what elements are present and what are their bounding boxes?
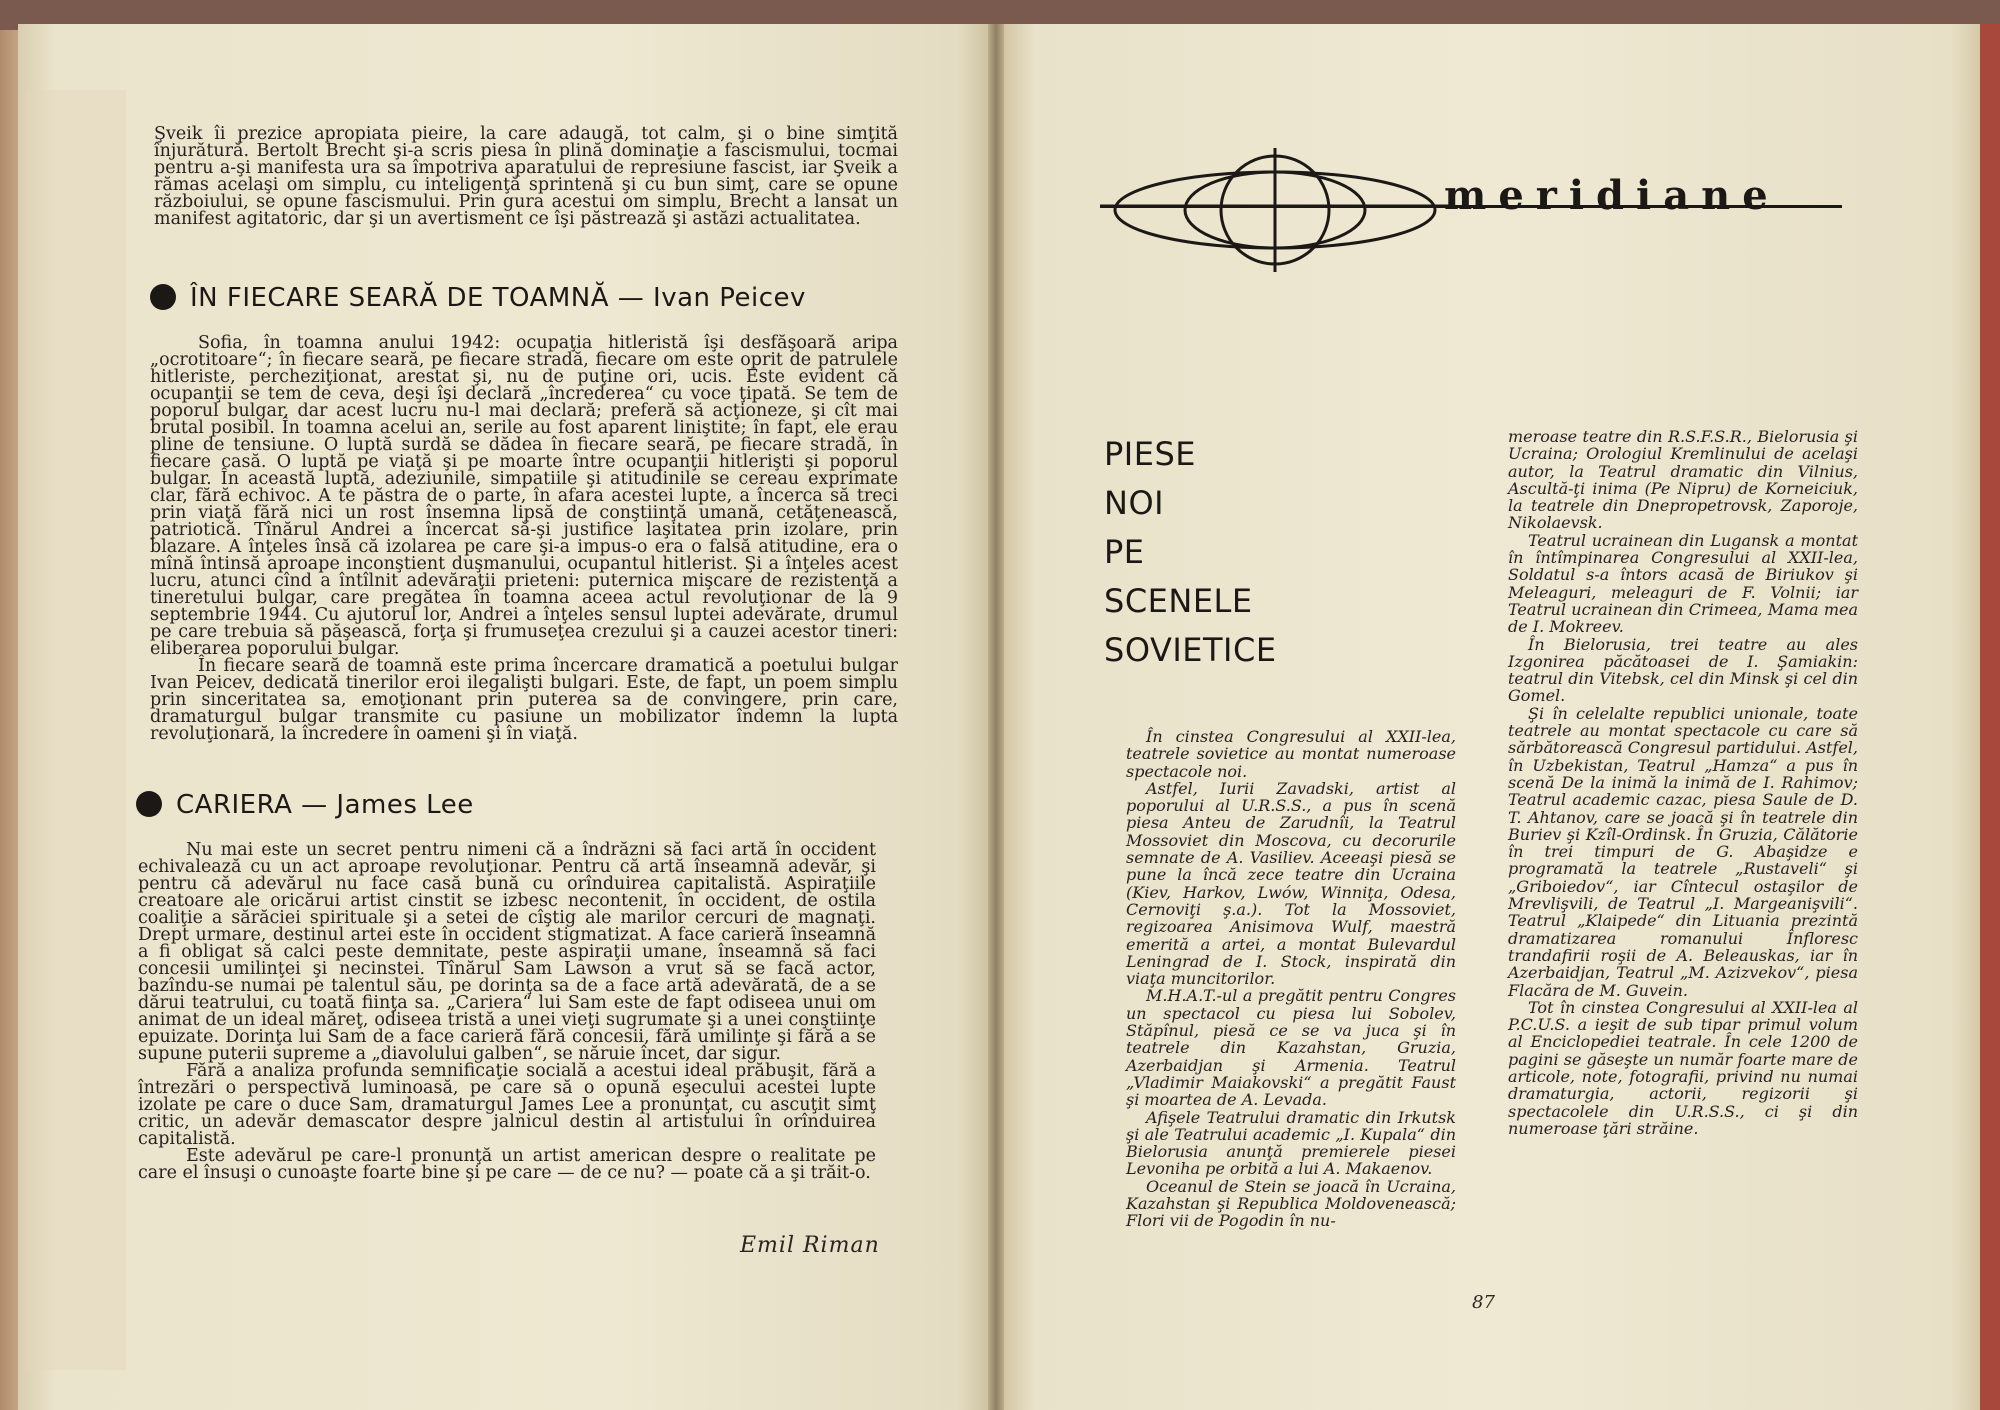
- column-paragraph: Tot în cinstea Congresului al XXII-lea al P.C.U.S. a ieşit de sub tipar primul volum al Enciclopediei teatrale. În cele 1200 de pagini se găseşte un număr foarte mare de articole, note, fotografii, privind nu numai dramaturgia, actorii, regizorii şi spectacolele din U.R.S.S., ci şi din numeroase ţări străine.: [1508, 997, 1858, 1138]
- article-column-2: [1508, 428, 1858, 1137]
- article-title: [1104, 430, 1277, 675]
- column-paragraph: În cinstea Congresului al XXII-lea, teatrele sovietice au montat numeroase spectacole noi.: [1126, 727, 1456, 781]
- column-paragraph: Astfel, Iurii Zavadski, artist al poporului al U.R.S.S., a pus în scenă piesa Anteu de Zarudnîi, la Teatrul Mossoviet din Moscova, cu decorurile semnate de A. Vasiliev. Aceeaşi piesă se pune la încă zece teatre din Ucraina (Kiev, Harkov, Lwów, Winniţa, Odesa, Cernoviţi ş.a.). Tot la Mossoviet, regizoarea Anisimova Wulf, maestră emerită a artei, a montat Bulevardul Leningrad de I. Stock, inspirată din viaţa muncitorilor.: [1126, 778, 1456, 989]
- article-column-1: [1126, 728, 1456, 1230]
- column-paragraph: meroase teatre din R.S.F.S.R., Bielorusia şi Ucraina; Orologiul Kremlinului de acelaşi autor, la Teatrul dramatic din Vilnius, Ascultă-ţi inima (Pe Nipru) de Korneiciuk, la teatrele din Dnepropetrovsk, Zaporoje, Nikolaevsk.: [1508, 427, 1858, 533]
- bullet-icon: [136, 791, 162, 817]
- column-paragraph: Afişele Teatrului dramatic din Irkutsk şi ale Teatrului academic „I. Kupala“ din Bielorusia anunţă premierele piesei Levoniha pe orbită a lui A. Makaenov.: [1126, 1107, 1456, 1179]
- page-number: 87: [1472, 1292, 1495, 1313]
- section1-paragraph: Sofia, în toamna anului 1942: ocupaţia hitleristă îşi desfăşoară aripa „ocrotitoare“; în fiecare seară, pe fiecare stradă, fiecare om este oprit de patrulele hitleriste, percheziţionat, arestat şi, nu de puţine ori, ucis. Este evident că ocupanţii se tem de ceva, deşi îşi declară „încrederea“ cu voce ţipată. Se tem de poporul bulgar, dar acest lucru nu-l mai declară; preferă să acţioneze, şi cît mai brutal posibil. În toamna acelui an, serile au fost aparent liniştite; în fapt, ele erau pline de tensiune. O luptă surdă se dădea în fiecare seară, pe fiecare stradă, în fiecare casă. O luptă pe viaţă şi pe moarte între ocupanţii hitlerişti şi poporul bulgar. În această luptă, adeziunile, simpatiile şi atitudinile se cereau exprimate clar, fără echivoc. A te păstra de o parte, în afara acestei lupte, a încerca să treci prin viaţă fără nici un rost însemna lipsă de conştiinţă umană, cetăţenească, patriotică. Tînărul Andrei a încercat să-şi justifice laşitatea prin izolare, prin blazare. A înţeles însă că izolarea pe care şi-a impus-o era o falsă atitudine, era o mînă întinsă aproape inconştient duşmanului, ocupantul hitlerist. Şi a înţeles acest lucru, atunci cînd a întîlnit adevăraţii prieteni: puternica mişcare de rezistenţă a tineretului bulgar, care pregătea în toamna aceea actul revoluţionar de la 9 septembrie 1944. Cu ajutorul lor, Andrei a înţeles sensul luptei adevărate, drumul pe care trebuia să păşească, forţa şi frumuseţea crezului şi a cauzei acestor tineri: eliberarea poporului bulgar.: [150, 333, 898, 659]
- section2-paragraph: Nu mai este un secret pentru nimeni că a îndrăzni să faci artă în occident echivalează cu un act aproape revoluţionar. Pentru că artă înseamnă adevăr, şi pentru că adevărul nu face casă bună cu orînduirea capitalistă. Aspiraţiile creatoare ale oricărui artist cinstit se izbesc necontenit, în occident, de ostila coaliţie a sărăciei spirituale şi a setei de cîştig ale marilor cercuri de magnaţi. Drept urmare, destinul artei este în occident stigmatizat. A face carieră înseamnă a fi obligat să calci peste demnitate, peste aspiraţii umane, înseamnă să faci concesii umilinţei şi necinstei. Tînărul Sam Lawson a vrut să se facă actor, bazîndu-se numai pe talentul său, pe dorinţa sa de a face artă adevărată, de a se dărui teatrului, cu toată fiinţa sa. „Cariera“ lui Sam este de fapt odiseea unui om animat de un ideal măreţ, odiseea tristă a unei vieţi sugrumate şi a unei conştiinţe epuizate. Dorinţa lui Sam de a face carieră fără concesii, fără umilinţe şi fără a se supune puterii supreme a „diavolului galben“, se năruie încet, dar sigur.: [138, 840, 876, 1064]
- section1-paragraph: În fiecare seară de toamnă este prima încercare dramatică a poetului bulgar Ivan Peicev, dedicată tinerilor eroi ilegalişti bulgari. Este, de fapt, un poem simplu prin sinceritatea sa, emoţionant prin puterea sa de convingere, prin care, dramaturgul bulgar transmite cu pasiune un mobilizator îndemn la lupta revoluţionară, la încredere în oameni şi în viaţă.: [150, 656, 898, 744]
- column-paragraph: Şi în celelalte republici unionale, toate teatrele au montat spectacole cu care să sărbătorească Congresul partidului. Astfel, în Uzbekistan, Teatrul „Hamza“ a pus în scenă De la inimă la inimă de I. Rahimov; Teatrul academic cazac, piesa Saule de D. T. Ahtanov, care se joacă şi în teatrele din Buriev şi Kzîl-Ordinsk. În Gruzia, Călătorie în trei timpuri de G. Abaşidze e programată la teatrele „Rustaveli“ şi „Griboiedov“, iar Cîntecul ostaşilor de Mrevlişvili, de Teatrul „I. Margeanişvili“. Teatrul „Klaipede“ din Lituania prezintă dramatizarea romanului Înfloresc trandafirii roşii de A. Beleauskas, iar în Azerbaidjan, Teatrul „M. Azizvekov“, piesa Flacăra de M. Guvein.: [1508, 703, 1858, 1000]
- title-line: PE: [1104, 533, 1145, 571]
- page-shadow-strip: [26, 90, 126, 1370]
- section2-paragraph: Este adevărul pe care-l pronunţă un artist american despre o realitate pe care el însuşi o cunoaşte foarte bine şi pe care — de ce nu? — poate că a şi trăit-o.: [138, 1146, 876, 1183]
- bullet-icon: [150, 284, 176, 310]
- column-paragraph: M.H.A.T.-ul a pregătit pentru Congres un spectacol cu piesa lui Sobolev, Stăpînul, piesă ce se va juca şi în teatrele din Kazahstan, Gruzia, Azerbaidjan şi Armenia. Teatrul „Vladimir Maiakovski“ a pregătit Faust şi moartea de A. Levada.: [1126, 986, 1456, 1110]
- section1-heading: ÎN FIECARE SEARĂ DE TOAMNĂ — Ivan Peicev: [190, 283, 806, 313]
- title-line: PIESE: [1104, 435, 1196, 473]
- section2-paragraph: Fără a analiza profunda semnificaţie socială a acestui ideal prăbuşit, fără a întrezări o perspectivă luminoasă, pe care să o opună eşecului acestei lupte izolate pe care o duce Sam, dramaturgul James Lee a pronunţat, cu ascuţit simţ critic, un adevăr demascator despre jalnicul destin al artistului în orînduirea capitalistă.: [138, 1061, 876, 1149]
- column-paragraph: În Bielorusia, trei teatre au ales Izgonirea păcătoasei de I. Şamiakin: teatrul din Vitebsk, cel din Minsk şi cel din Gomel.: [1508, 634, 1858, 706]
- book-gutter: [988, 24, 1004, 1410]
- section2-heading: CARIERA — James Lee: [176, 790, 474, 820]
- title-line: SCENELE: [1104, 582, 1253, 620]
- intro-text: [154, 126, 898, 228]
- title-line: SOVIETICE: [1104, 631, 1277, 669]
- section-heading: [150, 283, 806, 313]
- book-cover-edge: [1980, 24, 2000, 1410]
- section-heading: [136, 790, 474, 820]
- intro-paragraph: Şveik îi prezice apropiata pieire, la care adaugă, tot calm, şi o bine simţită înjurătură. Bertolt Brecht şi-a scris piesa în plină dominaţie a fascismului, tocmai pentru a-şi manifesta ura sa împotriva aparatului de represiune fascist, iar Şveik a rămas acelaşi om simplu, cu inteligenţă sprintenă şi cu bun simţ, care se opune războiului, se opune fascismului. Prin gura acestui om simplu, Brecht a lansat un manifest agitatoric, dar şi un avertisment ce îşi păstrează şi astăzi actualitatea.: [154, 124, 898, 229]
- globe-logo-icon: [1100, 148, 1450, 278]
- section2-body: [138, 842, 876, 1182]
- column-paragraph: Oceanul de Stein se joacă în Ucraina, Kazahstan şi Republica Moldovenească; Flori vii de Pogodin în nu-: [1126, 1176, 1456, 1231]
- column-paragraph: Teatrul ucrainean din Lugansk a montat în întîmpinarea Congresului al XXII-lea, Soldatul s-a întors acasă de Biriukov şi Meleaguri, meleaguri de F. Volnii; iar Teatrul ucrainean din Crimeea, Mama mea de I. Mokreev.: [1508, 530, 1858, 637]
- title-line: NOI: [1104, 484, 1165, 522]
- section1-body: [150, 335, 898, 743]
- rubric-title: meridiane: [1444, 172, 1780, 219]
- author-signature: Emil Riman: [740, 1233, 880, 1258]
